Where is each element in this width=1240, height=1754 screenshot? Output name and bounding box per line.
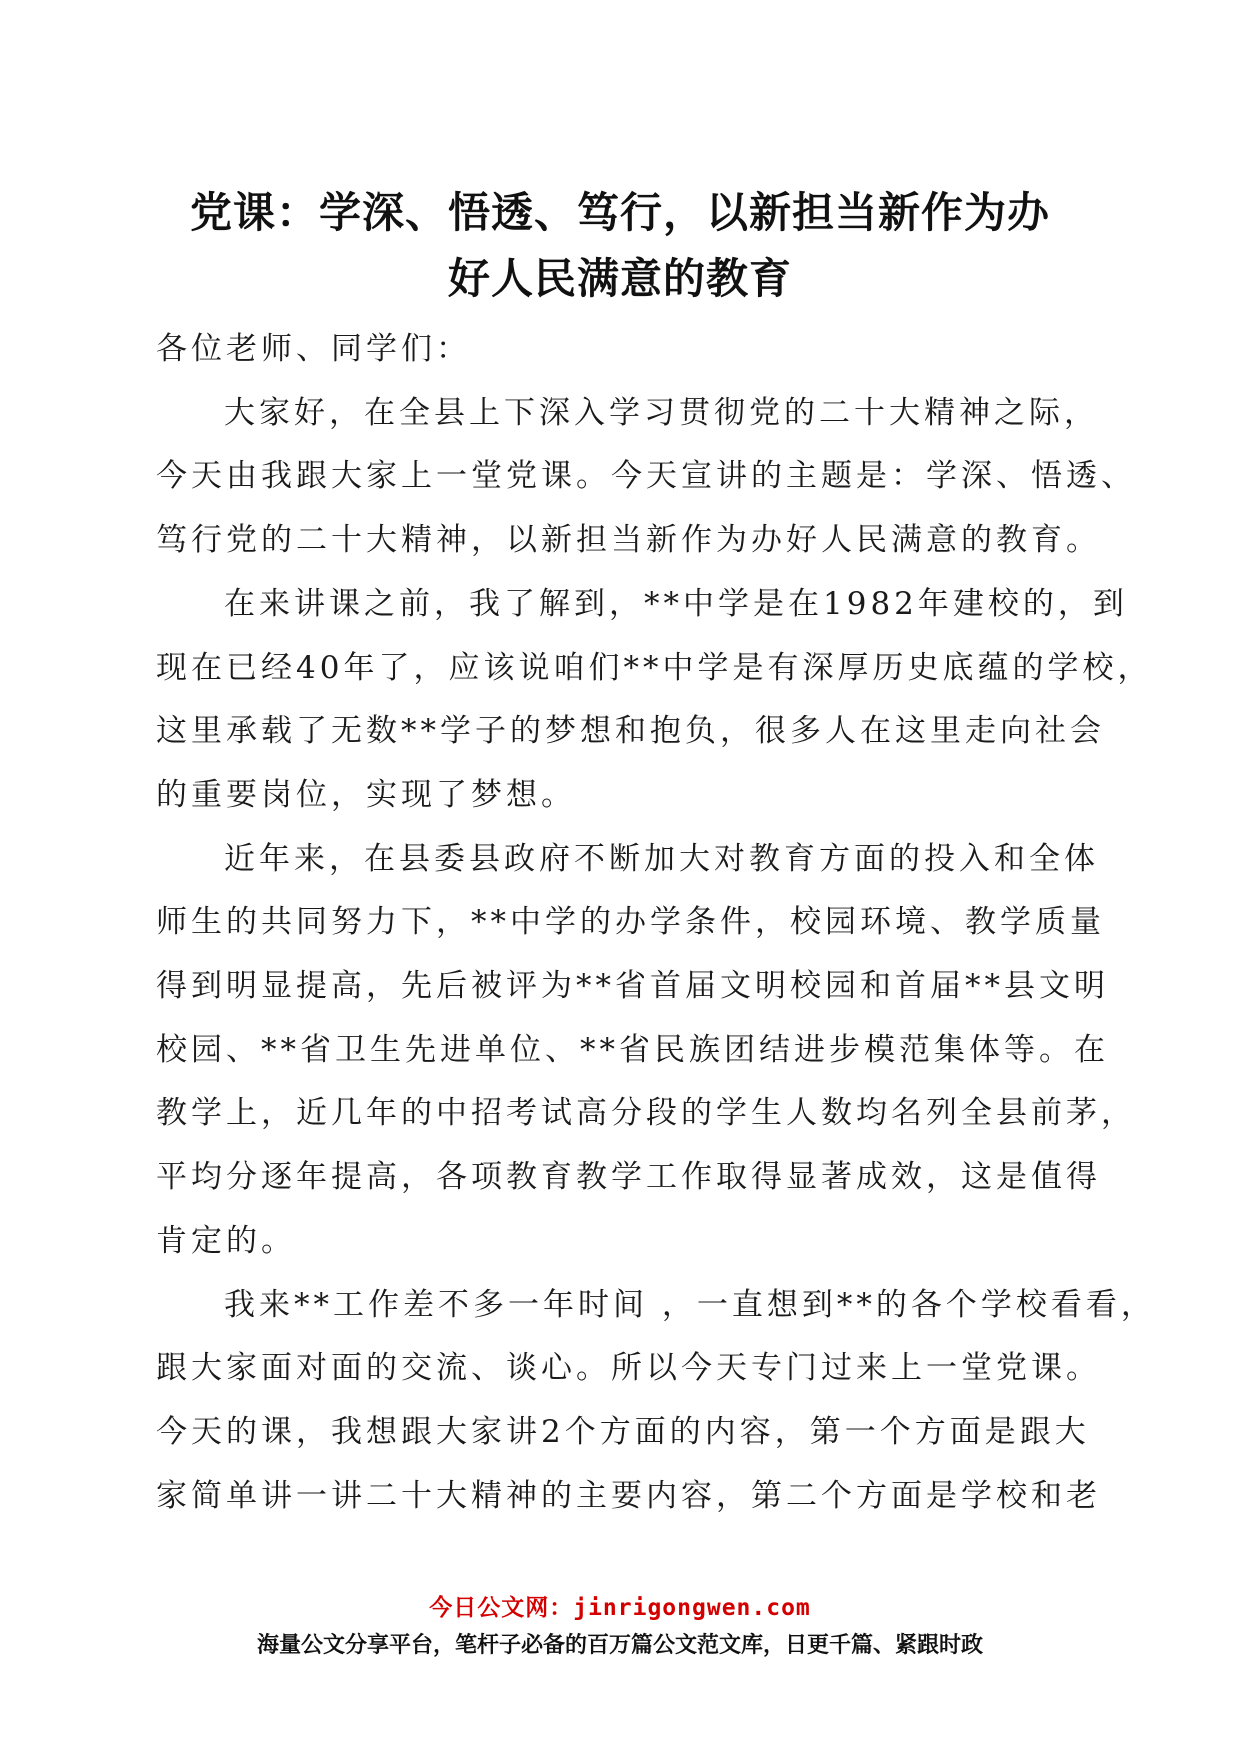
body-text-line: 校园、**省卫生先进单位、**省民族团结进步模范集体等。在 <box>156 1031 1109 1068</box>
title-line-1: 党课：学深、悟透、笃行，以新担当新作为办 <box>189 188 1050 237</box>
body-text-line: 笃行党的二十大精神，以新担当新作为办好人民满意的教育。 <box>156 522 1101 559</box>
footer-site-domain: jinrigongwen.com <box>573 1595 811 1621</box>
body-text-line: 跟大家面对面的交流、谈心。所以今天专门过来上一堂党课。 <box>156 1350 1101 1387</box>
body-text-line: 在来讲课之前，我了解到，**中学是在1982年建校的，到 <box>224 585 1128 622</box>
body-text-line: 大家好，在全县上下深入学习贯彻党的二十大精神之际， <box>224 394 1099 431</box>
footer-site-label: 今日公文网： <box>429 1595 574 1621</box>
body-text-line: 这里承载了无数**学子的梦想和抱负，很多人在这里走向社会 <box>156 713 1105 750</box>
body-text-line: 今天的课，我想跟大家讲2个方面的内容，第一个方面是跟大 <box>156 1413 1090 1450</box>
document-title <box>150 180 1090 312</box>
title-line-2: 好人民满意的教育 <box>447 254 792 303</box>
footer-site <box>0 1590 1240 1626</box>
body-text-line: 的重要岗位，实现了梦想。 <box>156 776 576 813</box>
watermark-footer <box>0 1590 1240 1666</box>
document-body <box>156 318 1156 1528</box>
body-text-line: 家简单讲一讲二十大精神的主要内容，第二个方面是学校和老 <box>156 1477 1101 1514</box>
body-text-line: 平均分逐年提高，各项教育教学工作取得显著成效，这是值得 <box>156 1159 1101 1196</box>
body-text-line: 现在已经40年了，应该说咱们**中学是有深厚历史底蕴的学校， <box>156 649 1153 686</box>
body-text-line: 肯定的。 <box>156 1222 296 1259</box>
body-text-line: 得到明显提高，先后被评为**省首届文明校园和首届**县文明 <box>156 968 1109 1005</box>
body-text-line: 我来**工作差不多一年时间 ，一直想到**的各个学校看看， <box>224 1286 1156 1323</box>
body-text-line: 师生的共同努力下，**中学的办学条件，校园环境、教学质量 <box>156 904 1105 941</box>
body-text-line: 各位老师、同学们： <box>156 331 471 367</box>
body-text-line: 教学上，近几年的中招考试高分段的学生人数均名列全县前茅， <box>156 1095 1136 1132</box>
body-text-line: 今天由我跟大家上一堂党课。今天宣讲的主题是：学深、悟透、 <box>156 458 1136 495</box>
footer-slogan: 海量公文分享平台，笔杆子必备的百万篇公文范文库，日更千篇、紧跟时政 <box>256 1633 983 1658</box>
body-text-line: 近年来，在县委县政府不断加大对教育方面的投入和全体 <box>224 840 1099 877</box>
